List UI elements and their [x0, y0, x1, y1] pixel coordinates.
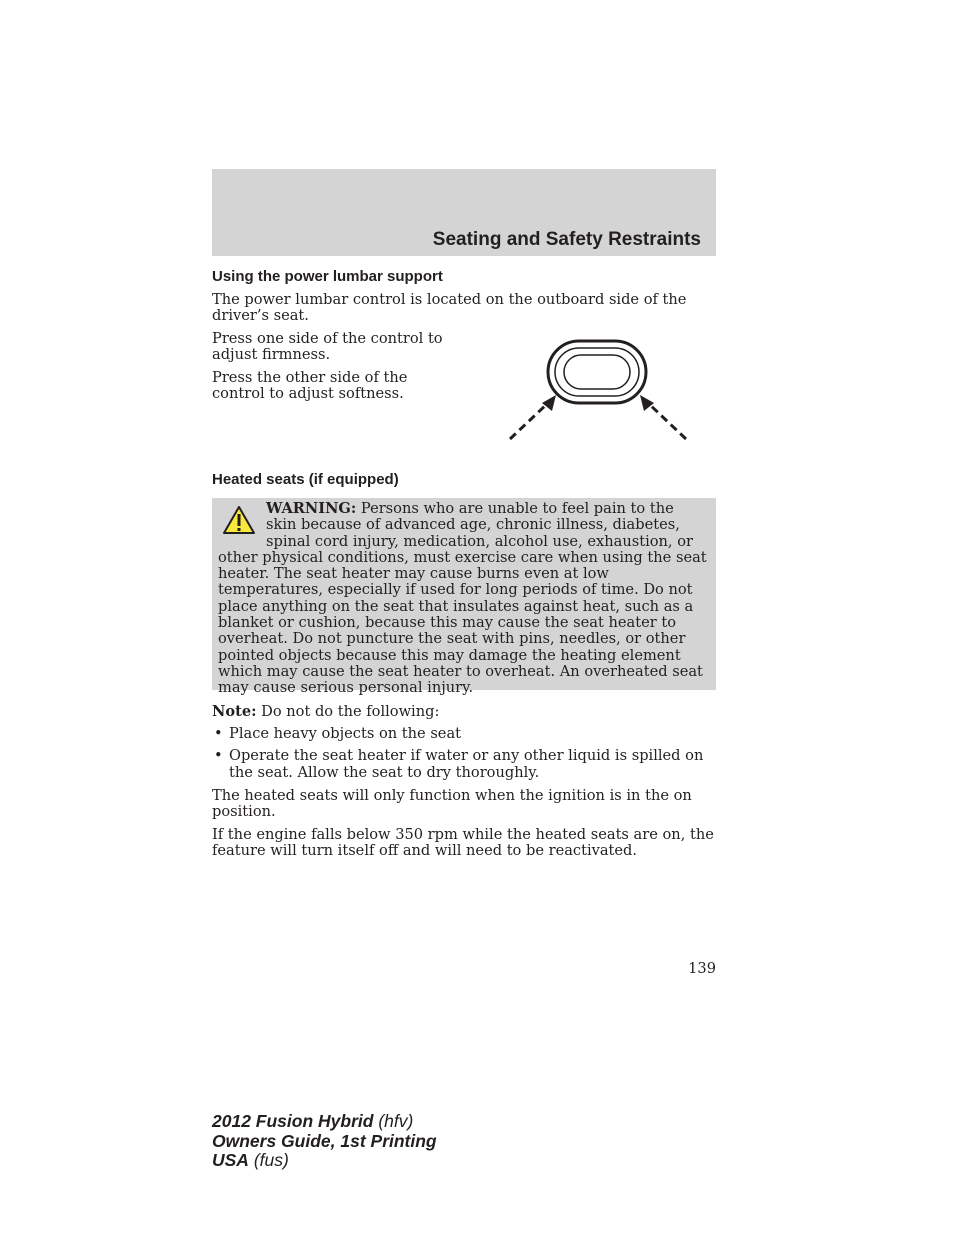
lumbar-softness-text: Press the other side of the control to adjust softness. [212, 369, 408, 403]
chapter-header-band [212, 169, 716, 256]
section-heading-heated-seats: Heated seats (if equipped) [212, 471, 399, 488]
warning-triangle-icon [222, 505, 256, 535]
lumbar-intro-text: The power lumbar control is located on the outboard side of the driver’s seat. [212, 291, 687, 325]
note-label: Note: [212, 703, 257, 720]
footer-market: USA [212, 1150, 249, 1170]
footer-model-code: (hfv) [378, 1111, 414, 1131]
lumbar-control-illustration [500, 333, 700, 448]
note-bullet-list [212, 726, 716, 787]
note-text: Do not do the following: [261, 703, 440, 720]
chapter-title: Seating and Safety Restraints [432, 229, 701, 250]
ignition-text: The heated seats will only function when the ignition is in the on position. [212, 787, 692, 821]
lumbar-firmness-text: Press one side of the control to adjust firmness. [212, 330, 443, 364]
footer-model: 2012 Fusion Hybrid [212, 1111, 374, 1131]
footer-market-code: (fus) [253, 1150, 289, 1170]
warning-text: Persons who are unable to feel pain to the skin because of advanced age, chronic illness, diabetes, spinal cord injury, medication, alcohol use, exhaustion, or other physical conditions, must exercise care when using the seat heater. The seat heater may cause burns even at low temperatures, especially if used for long periods of time. Do not place anything on the seat that insulates against heat, such as a blanket or cushion, because this may cause the seat heater to overheat. Do not puncture the seat with pins, needles, or other pointed objects because this may damage the heating element which may cause the seat heater to overheat. An overheated seat may cause serious personal injury. [218, 500, 707, 697]
rpm-text: If the engine falls below 350 rpm while the heated seats are on, the feature will turn itself off and will need to be reactivated. [212, 826, 714, 860]
warning-label: WARNING: [266, 500, 357, 517]
warning-box [212, 498, 716, 697]
section-heading-lumbar: Using the power lumbar support [212, 268, 443, 285]
page-number: 139 [688, 960, 716, 977]
footer-edition: Owners Guide, 1st Printing [212, 1130, 437, 1151]
list-item: • Operate the seat heater if water or any other liquid is spilled on the seat. Allow the seat to dry thoroughly. [212, 748, 716, 781]
list-item: • Place heavy objects on the seat [212, 726, 716, 742]
document-footer [212, 1112, 437, 1171]
